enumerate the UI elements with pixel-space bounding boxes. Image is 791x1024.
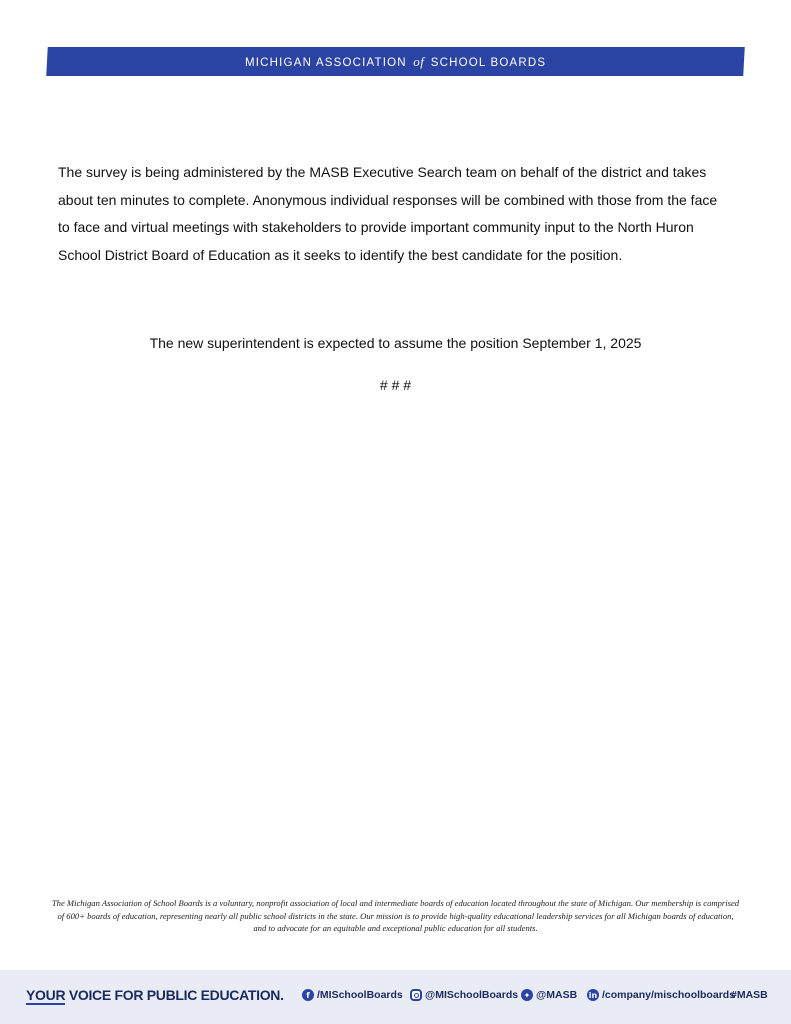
twitter-link[interactable] <box>521 987 577 1003</box>
tagline-your: YOUR <box>26 987 66 1003</box>
org-name-part2: SCHOOL BOARDS <box>430 56 547 69</box>
organization-name <box>245 54 546 70</box>
instagram-icon <box>410 989 422 1001</box>
linkedin-link[interactable] <box>587 987 735 1003</box>
org-name-part1: MICHIGAN ASSOCIATION <box>244 56 407 69</box>
twitter-icon: ✦ <box>521 989 533 1001</box>
instagram-handle: @MISchoolBoards <box>425 989 519 1001</box>
hashtag-link[interactable] <box>731 987 768 1003</box>
twitter-handle: @MASB <box>536 989 578 1001</box>
header-banner <box>46 47 745 76</box>
instagram-link[interactable] <box>410 987 518 1003</box>
linkedin-icon: in <box>588 990 598 1000</box>
hashtag-text: #MASB <box>731 989 768 1001</box>
footer-mission-note: The Michigan Association of School Boards is a voluntary, nonprofit association of local and intermediate boards of education located throughout the state of Michigan. Our membership is comprised of 600+ boards of education, representing nearly all public school districts in the state. Our mission is to provide high-quality educational leadership services for all Michigan boards of education, and to advocate for an equitable and exceptional public education for all students. <box>51 898 740 933</box>
tagline <box>26 987 284 1003</box>
facebook-icon: f <box>302 989 314 1001</box>
survey-paragraph: The survey is being administered by the MASB Executive Search team on behalf of the district and takes about ten minutes to complete. Anonymous individual responses will be combined with those from the face to face and virtual meetings with stakeholders to provide important community input to the North Huron School District Board of Education as it seeks to identify the best candidate for the position. <box>58 164 718 264</box>
end-mark: # # # <box>379 377 412 393</box>
start-date-line: The new superintendent is expected to assume the position September 1, 2025 <box>149 335 642 351</box>
org-name-of: of <box>413 53 425 69</box>
facebook-handle: /MISchoolBoards <box>317 989 403 1001</box>
tagline-rest: VOICE FOR PUBLIC EDUCATION. <box>65 987 284 1003</box>
facebook-link[interactable] <box>302 987 403 1003</box>
linkedin-handle: /company/mischoolboards <box>602 989 736 1001</box>
